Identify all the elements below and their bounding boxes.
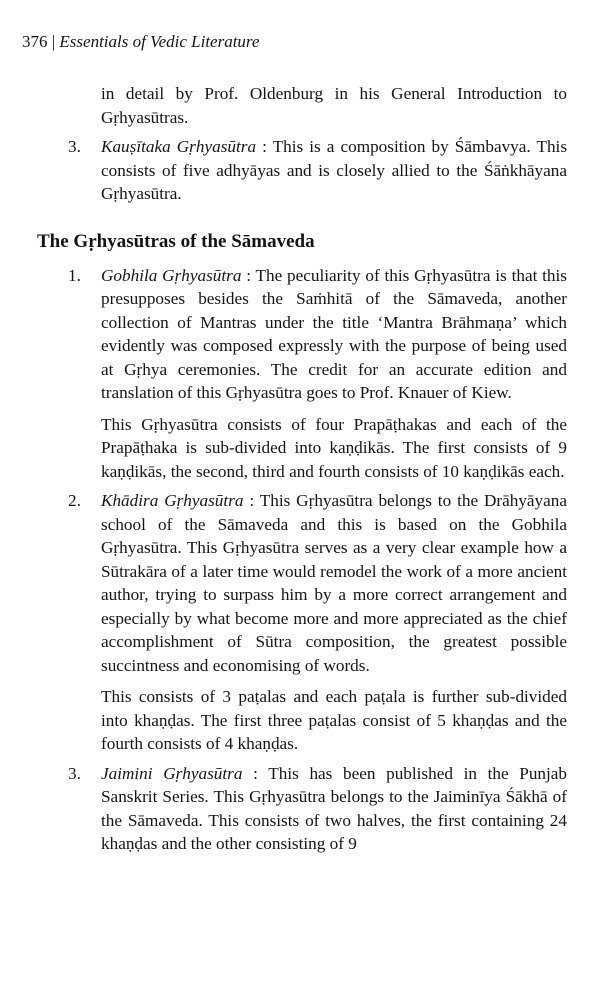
item-text: : The peculiarity of this Gṛhyasūtra is that this presupposes besides the Saṁhitā of the Sāmaveda, another collection of Mantras under the title ‘Mantra Brāhmaṇa’ which evidently was composed expressly with the purpose of being used at Gṛhya ceremonies. The credit for an accurate edition and translation of this Gṛhyasūtra goes to Prof. Knauer of Kiew. bbox=[101, 265, 567, 402]
item-number: 2. bbox=[68, 491, 81, 510]
item-paragraph bbox=[101, 135, 567, 206]
header-separator: | bbox=[51, 32, 56, 51]
running-head bbox=[22, 32, 259, 52]
item-number: 3. bbox=[68, 763, 81, 783]
list-item-khadira bbox=[68, 489, 568, 756]
book-title: Essentials of Vedic Literature bbox=[59, 32, 260, 51]
item-subparagraph: This consists of 3 paṭalas and each paṭala is further sub-divided into khaṇḍas. The first three paṭalas consist of 5 khaṇḍas and the fourth consists of 4 khaṇḍas. bbox=[101, 687, 567, 753]
item-text: : This is a composition by Śāmbavya. This consists of five adhyāyas and is closely allied to the Śāṅkhāyana Gṛhyasūtra. bbox=[101, 137, 568, 203]
list-item-jaimini bbox=[68, 762, 568, 856]
page-body bbox=[0, 82, 600, 856]
item-number: 3. bbox=[68, 137, 81, 156]
item-title: Khādira Gṛhyasūtra bbox=[101, 491, 244, 510]
list-item-gobhila bbox=[68, 264, 567, 484]
item-paragraph bbox=[101, 264, 567, 405]
continued-paragraph: in detail by Prof. Oldenburg in his General Introduction to Gṛhyasūtras. bbox=[101, 84, 567, 127]
item-subparagraph: This Gṛhyasūtra consists of four Prapāṭhakas and each of the Prapāṭhaka is sub-divided into kaṇḍikās. The first consists of 9 kaṇḍikās, the second, third and fourth consists of 10 kaṇḍikās each. bbox=[101, 414, 567, 481]
item-title: Jaimini Gṛhyasūtra bbox=[101, 763, 243, 783]
item-title: Kauṣītaka Gṛhyasūtra bbox=[101, 137, 257, 156]
item-title: Gobhila Gṛhyasūtra bbox=[101, 265, 242, 285]
section-heading: The Gṛhyasūtras of the Sāmaveda bbox=[37, 230, 315, 252]
list-item-kausitaka bbox=[68, 135, 568, 206]
page-number: 376 bbox=[22, 32, 48, 51]
item-text: : This Gṛhyasūtra belongs to the Drāhyāyana school of the Sāmaveda and this is based on the Gobhila Gṛhyasūtra. This Gṛhyasūtra serves as a very clear example how a Sūtrakāra of a later time would remodel the work of a more ancient author, trying to surpass him by a more correct arrangement and especially by what become more and more appreciated as the chief accomplishment of Sūtra composition, the greatest possible succintness and economising of words. bbox=[101, 491, 568, 675]
item-number: 1. bbox=[68, 265, 81, 285]
item-text: : This has been published in the Punjab Sanskrit Series. This Gṛhyasūtra belongs to the Jaiminīya Śākhā of the Sāmaveda. This consists of two halves, the first containing 24 khaṇḍas and the other consisting of 9 bbox=[101, 763, 568, 853]
item-paragraph bbox=[101, 762, 567, 856]
item-paragraph bbox=[101, 489, 567, 677]
